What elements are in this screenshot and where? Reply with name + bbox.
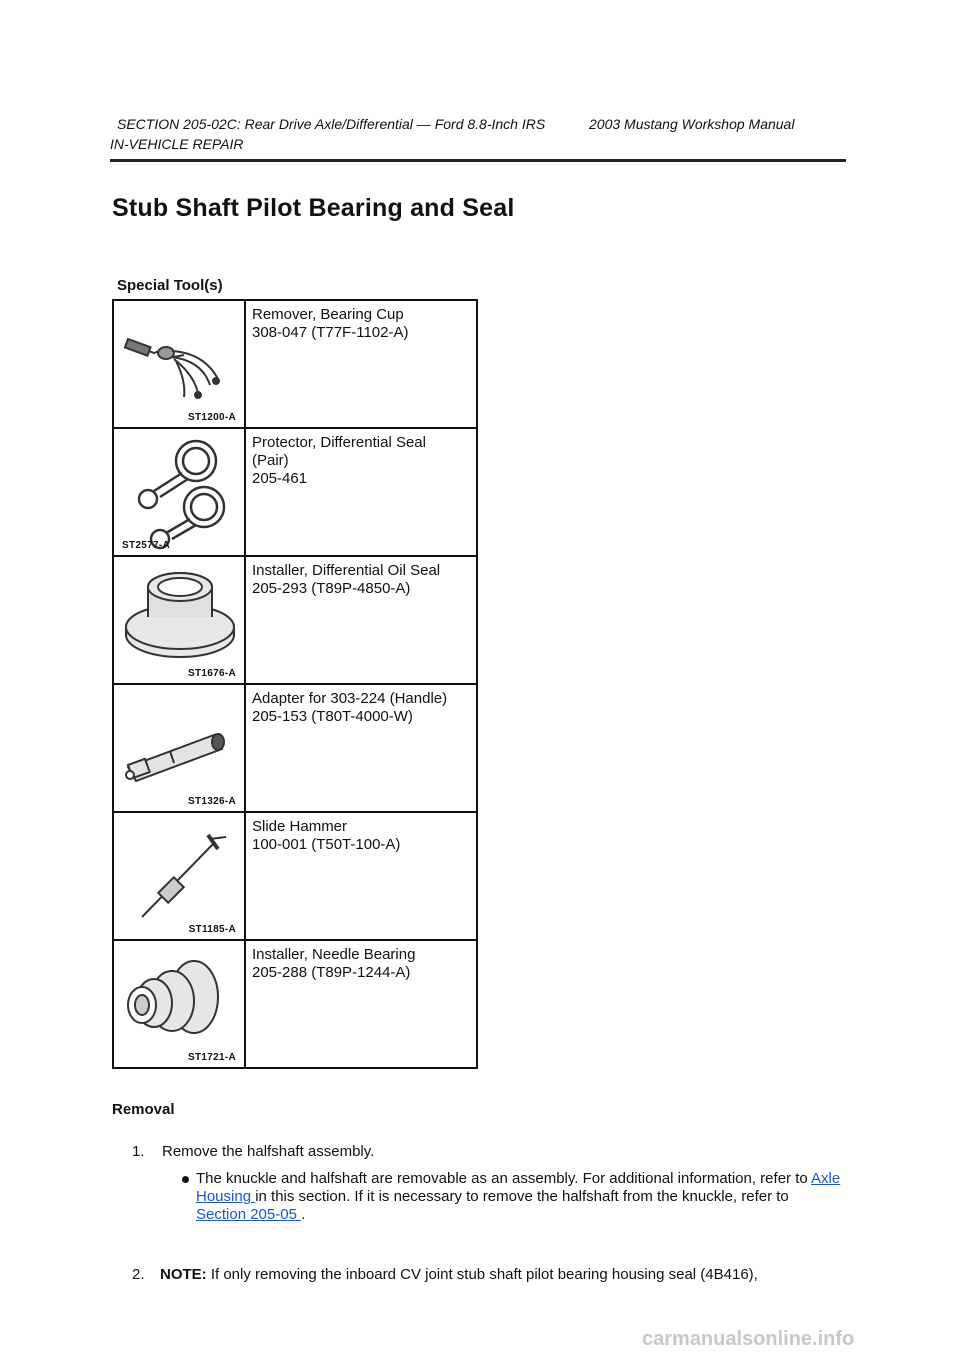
tool-description: [245, 812, 477, 940]
tool-illustration-code: ST1326-A: [188, 796, 236, 807]
tool-row: [113, 556, 477, 684]
tool-name: Slide Hammer: [252, 818, 348, 835]
section-205-05-link[interactable]: Section 205-05: [196, 1206, 302, 1223]
tool-description: [245, 428, 477, 556]
tool-description: [245, 300, 477, 428]
tool-name: Remover, Bearing Cup: [252, 306, 404, 323]
tool-number: 205-293 (T89P-4850-A): [252, 580, 411, 597]
step-text: [160, 1266, 758, 1284]
tool-image-cell: [113, 556, 245, 684]
special-tools-table: [112, 299, 478, 1069]
bullet-text-part: in this section. If it is necessary to remove the halfshaft from the knuckle, refer to: [255, 1188, 789, 1205]
tool-row: [113, 428, 477, 556]
header-manual-title: 2003 Mustang Workshop Manual: [589, 116, 795, 132]
tool-number: 205-288 (T89P-1244-A): [252, 964, 411, 981]
bullet-icon: [182, 1176, 189, 1183]
slide-hammer-icon: [114, 813, 244, 939]
tool-number: 205-461: [252, 470, 308, 487]
bearing-cup-remover-icon: [114, 301, 244, 427]
tool-number: 100-001 (T50T-100-A): [252, 836, 401, 853]
step-1-bullet: [182, 1170, 842, 1224]
page-title: Stub Shaft Pilot Bearing and Seal: [112, 194, 515, 222]
tool-name: Protector, Differential Seal: [252, 434, 426, 451]
tool-image-cell: [113, 940, 245, 1068]
tool-row: [113, 300, 477, 428]
tool-number: 308-047 (T77F-1102-A): [252, 324, 409, 341]
step-text: Remove the halfshaft assembly.: [162, 1143, 375, 1160]
tool-illustration-code: ST1200-A: [188, 412, 236, 423]
watermark: carmanualsonline.info: [642, 1328, 855, 1350]
tool-image-cell: [113, 300, 245, 428]
tool-image-cell: [113, 428, 245, 556]
handle-adapter-icon: [114, 685, 244, 811]
tool-name-qualifier: (Pair): [252, 452, 289, 469]
tool-name: Installer, Differential Oil Seal: [252, 562, 441, 579]
bullet-text-part: The knuckle and halfshaft are removable as an assembly. For additional information, refer to: [196, 1170, 812, 1187]
needle-bearing-installer-icon: [114, 941, 244, 1067]
tool-image-cell: [113, 684, 245, 812]
tool-illustration-code: ST1185-A: [188, 924, 236, 935]
seal-protector-icon: [114, 429, 244, 555]
tool-number: 205-153 (T80T-4000-W): [252, 708, 413, 725]
tool-row: [113, 940, 477, 1068]
tool-name: Installer, Needle Bearing: [252, 946, 416, 963]
bullet-text: [196, 1170, 842, 1224]
header-section-title: SECTION 205-02C: Rear Drive Axle/Differential — Ford 8.8-Inch IRS: [117, 116, 546, 132]
bullet-text-part: .: [301, 1206, 306, 1223]
removal-heading: Removal: [112, 1101, 175, 1118]
tool-name: Adapter for 303-224 (Handle): [252, 690, 448, 707]
tool-image-cell: [113, 812, 245, 940]
header-subsection: IN-VEHICLE REPAIR: [110, 136, 244, 152]
tool-illustration-code: ST1721-A: [188, 1052, 236, 1063]
special-tools-label: Special Tool(s): [117, 277, 223, 294]
note-label: NOTE:: [160, 1266, 207, 1283]
tool-illustration-code: ST1676-A: [188, 668, 236, 679]
note-text: If only removing the inboard CV joint stub shaft pilot bearing housing seal (4B416),: [206, 1266, 758, 1283]
tool-row: [113, 812, 477, 940]
tool-illustration-code: ST2577-A: [122, 540, 170, 551]
axle-housing-link[interactable]: Axle Housing: [196, 1170, 841, 1205]
tool-description: [245, 940, 477, 1068]
header-divider: [110, 159, 846, 162]
oil-seal-installer-icon: [114, 557, 244, 683]
tool-description: [245, 556, 477, 684]
tool-description: [245, 684, 477, 812]
step-number: 1.: [132, 1143, 145, 1160]
tool-row: [113, 684, 477, 812]
step-number: 2.: [132, 1266, 145, 1283]
